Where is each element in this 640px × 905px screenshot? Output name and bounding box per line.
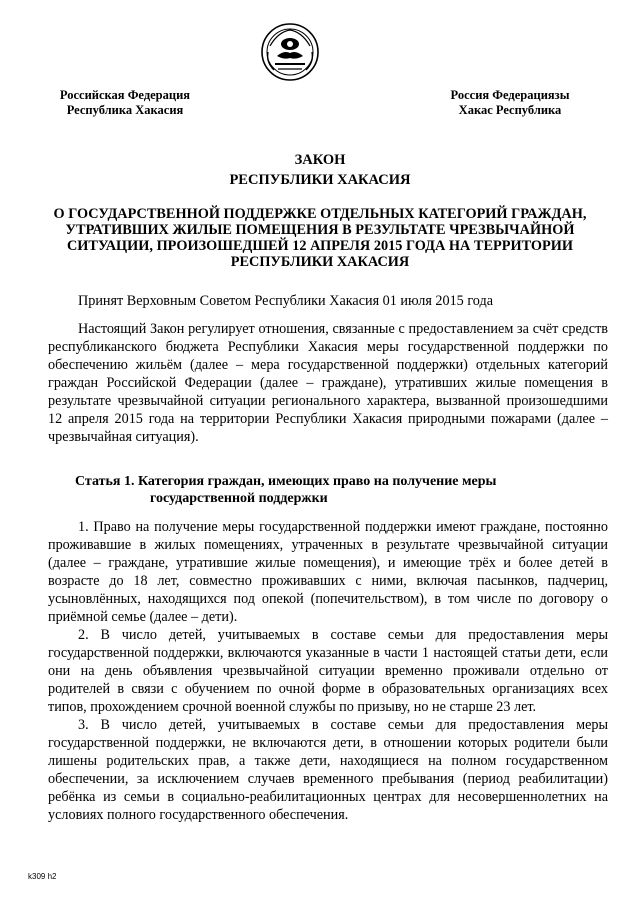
footer-code: k309 h2 <box>28 872 57 881</box>
article-1-part-2: 2. В число детей, учитываемых в составе семьи для предоставления меры государственной поддержки, включаются указанные в части 1 настоящей статьи дети, если они на день объявления чрезвычайной ситуации временно проживали отдельно от родителей в связи с обучением по очной форме в образовательных организациях всех типов, прохождением срочной военной службы по призыву, но не старше 23 лет. <box>48 627 608 715</box>
header-left-republic: Республика Хакасия <box>66 103 184 117</box>
article-1-heading <box>75 473 595 507</box>
law-title: О ГОСУДАРСТВЕННОЙ ПОДДЕРЖКЕ ОТДЕЛЬНЫХ КАТЕГОРИЙ ГРАЖДАН, УТРАТИВШИХ ЖИЛЫЕ ПОМЕЩЕНИЯ В РЕЗУЛЬТАТЕ ЧРЕЗВЫЧАЙНОЙ СИТУАЦИИ, ПРОИЗОШЕДШЕЙ 12 АПРЕЛЯ 2015 ГОДА НА ТЕРРИТОРИИ РЕСПУБЛИКИ ХАКАСИЯ <box>53 206 587 270</box>
article-1-heading-line2: государственной поддержки <box>150 491 328 506</box>
header-right-republic: Хакас Республика <box>458 103 562 117</box>
article-1-part-3: 3. В число детей, учитываемых в составе семьи для предоставления меры государственной поддержки, не включаются дети, в отношении которых родители были лишены родительских прав, а также дети, находящиеся на полном государственном обеспечении, за исключением случаев временного пребывания (период реабилитации) ребёнка из семьи в социально-реабилитационных центрах для несовершеннолетних на условиях полного государственного обеспечения. <box>48 717 608 823</box>
header-left-country: Российская Федерация <box>59 88 191 102</box>
header-right <box>425 88 595 118</box>
coat-of-arms-emblem <box>260 22 320 82</box>
article-1-part-1: 1. Право на получение меры государственной поддержки имеют граждане, постоянно проживавшие в жилых помещениях, утраченных в результате чрезвычайной ситуации (далее – граждане, утратившие жилые помещения), и имеющие трёх и более детей в возрасте до 18 лет, совместно проживавших с ними, включая пасынков, падчериц, усыновлённых, находящихся под опекой (попечительством), в том числе по договору о приёмной семье (далее – дети). <box>48 519 608 625</box>
adoption-line: Принят Верховным Советом Республики Хакасия 01 июля 2015 года <box>78 293 493 309</box>
header-left <box>40 88 210 118</box>
article-1-heading-line1: Статья 1. Категория граждан, имеющих право на получение меры <box>75 474 497 489</box>
document-type: ЗАКОН <box>294 152 346 168</box>
article-1-body <box>48 518 608 824</box>
document-issuer: РЕСПУБЛИКИ ХАКАСИЯ <box>229 172 411 188</box>
intro-paragraph: Настоящий Закон регулирует отношения, связанные с предоставлением за счёт средств республиканского бюджета Республики Хакасия меры государственной поддержки по обеспечению жильём (далее – мера государственной поддержки) отдельных категорий граждан Российской Федерации (далее – граждане), утративших жилые помещения в результате чрезвычайной ситуации регионального характера, вызванной произошедшими 12 апреля 2015 года на территории Республики Хакасия природными пожарами (далее – чрезвычайная ситуация). <box>48 321 608 445</box>
header-right-country: Россия Федерациязы <box>450 88 570 102</box>
